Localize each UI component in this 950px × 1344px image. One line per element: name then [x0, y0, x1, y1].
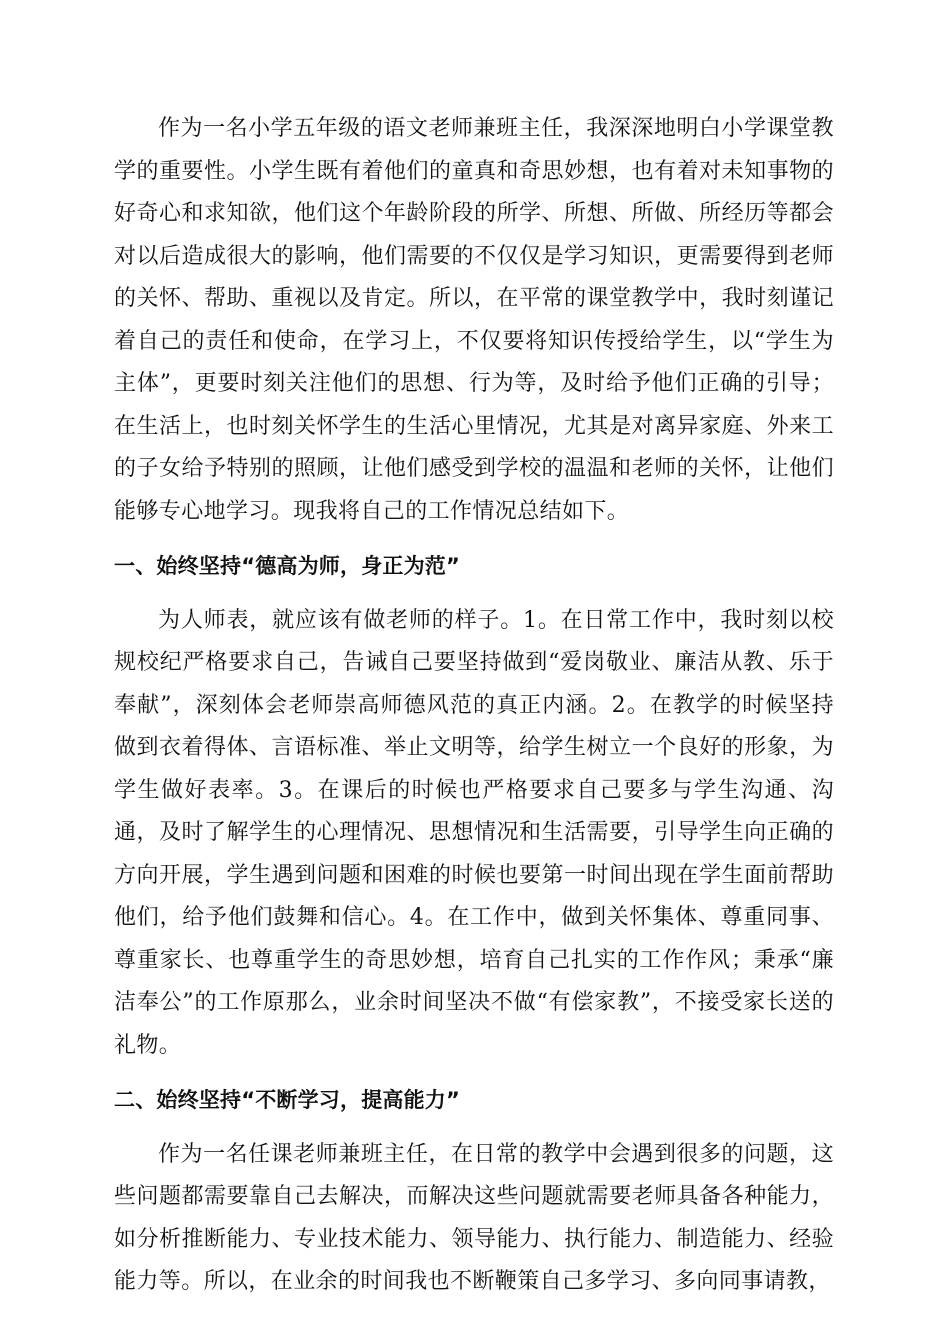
section-1-paragraph: 为人师表，就应该有做老师的样子。1。在日常工作中，我时刻以校规校纪严格要求自己，告诫自己要坚持做到“爱岗敬业、廉洁从教、乐于奉献”，深刻体会老师崇高师德风范的真正内涵。2。在教学的时候坚持做到衣着得体、言语标准、举止文明等，给学生树立一个良好的形象，为学生做好表率。3。在课后的时候也严格要求自己要多与学生沟通、沟通，及时了解学生的心理情况、思想情况和生活需要，引导学生向正确的方向开展，学生遇到问题和困难的时候也要第一时间出现在学生面前帮助他们，给予他们鼓舞和信心。4。在工作中，做到关怀集体、尊重同事、尊重家长、也尊重学生的奇思妙想，培育自己扎实的工作作风；秉承“廉洁奉公”的工作原那么，业余时间坚决不做“有偿家教”，不接受家长送的礼物。 — [114, 607, 834, 1058]
intro-paragraph: 作为一名小学五年级的语文老师兼班主任，我深深地明白小学课堂教学的重要性。小学生既有着他们的童真和奇思妙想，也有着对未知事物的好奇心和求知欲，他们这个年龄阶段的所学、所想、所做、所经历等都会对以后造成很大的影响，他们需要的不仅仅是学习知识，更需要得到老师的关怀、帮助、重视以及肯定。所以，在平常的课堂教学中，我时刻谨记着自己的责任和使命，在学习上，不仅要将知识传授给学生，以“学生为主体”，更要时刻关注他们的思想、行为等，及时给予他们正确的引导；在生活上，也时刻关怀学生的生活心里情况，尤其是对离异家庭、外来工的子女给予特别的照顾，让他们感受到学校的温温和老师的关怀，让他们能够专心地学习。现我将自己的工作情况总结如下。 — [114, 116, 834, 524]
section-2-paragraph: 作为一名任课老师兼班主任，在日常的教学中会遇到很多的问题，这些问题都需要靠自己去解决，而解决这些问题就需要老师具备各种能力，如分析推断能力、专业技术能力、领导能力、执行能力、制造能力、经验能力等。所以，在业余的时间我也不断鞭策自己多学习、多向同事请教， — [114, 1141, 834, 1294]
section-heading-1: 一、始终坚持“德高为师，身正为范” — [114, 554, 461, 578]
section-heading-2: 二、始终坚持“不断学习，提高能力” — [114, 1088, 461, 1112]
document-body — [114, 108, 834, 1304]
